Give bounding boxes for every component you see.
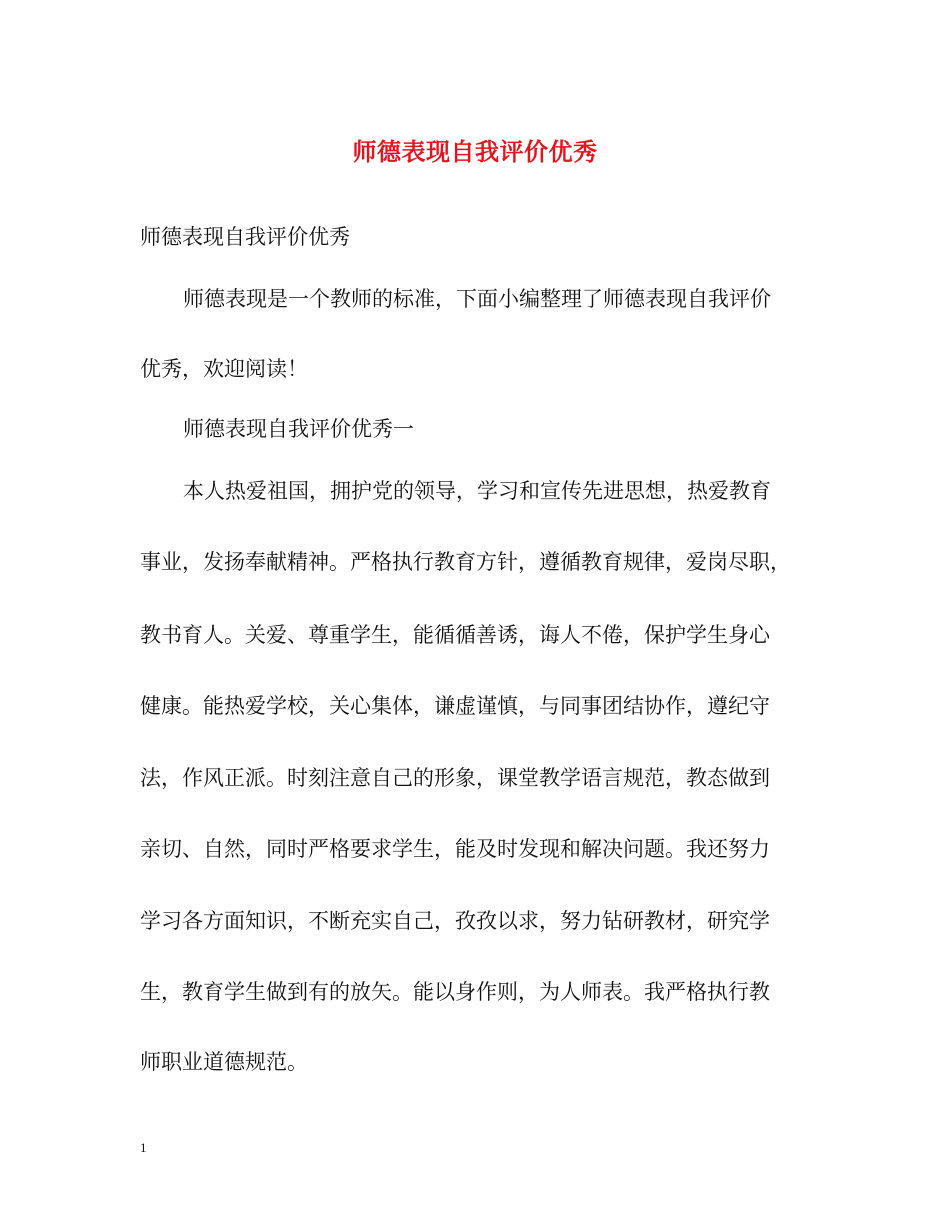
paragraph-line: 亲切、自然，同时严格要求学生，能及时发现和解决问题。我还努力 — [140, 837, 770, 861]
paragraph-line: 师德表现是一个教师的标准，下面小编整理了师德表现自我评价 — [183, 287, 771, 311]
paragraph-line: 师职业道德规范。 — [140, 1050, 308, 1074]
page-number: 1 — [140, 1140, 147, 1155]
paragraph-line: 优秀，欢迎阅读！ — [140, 357, 308, 381]
paragraph-line: 本人热爱祖国，拥护党的领导，学习和宣传先进思想，热爱教育 — [183, 479, 771, 503]
paragraph-line: 法，作风正派。时刻注意自己的形象，课堂教学语言规范，教态做到 — [140, 766, 770, 790]
paragraph-line: 学习各方面知识，不断充实自己，孜孜以求，努力钻研教材，研究学 — [140, 909, 770, 933]
subheading: 师德表现自我评价优秀 — [140, 225, 350, 249]
paragraph-line: 健康。能热爱学校，关心集体，谦虚谨慎，与同事团结协作，遵纪守 — [140, 694, 770, 718]
section-heading: 师德表现自我评价优秀一 — [183, 417, 414, 441]
document-title: 师德表现自我评价优秀 — [352, 137, 598, 166]
paragraph-line: 事业，发扬奉献精神。严格执行教育方针，遵循教育规律，爱岗尽职， — [140, 550, 791, 574]
paragraph-line: 教书育人。关爱、尊重学生，能循循善诱，诲人不倦，保护学生身心 — [140, 623, 770, 647]
paragraph-line: 生，教育学生做到有的放矢。能以身作则，为人师表。我严格执行教 — [140, 980, 770, 1004]
